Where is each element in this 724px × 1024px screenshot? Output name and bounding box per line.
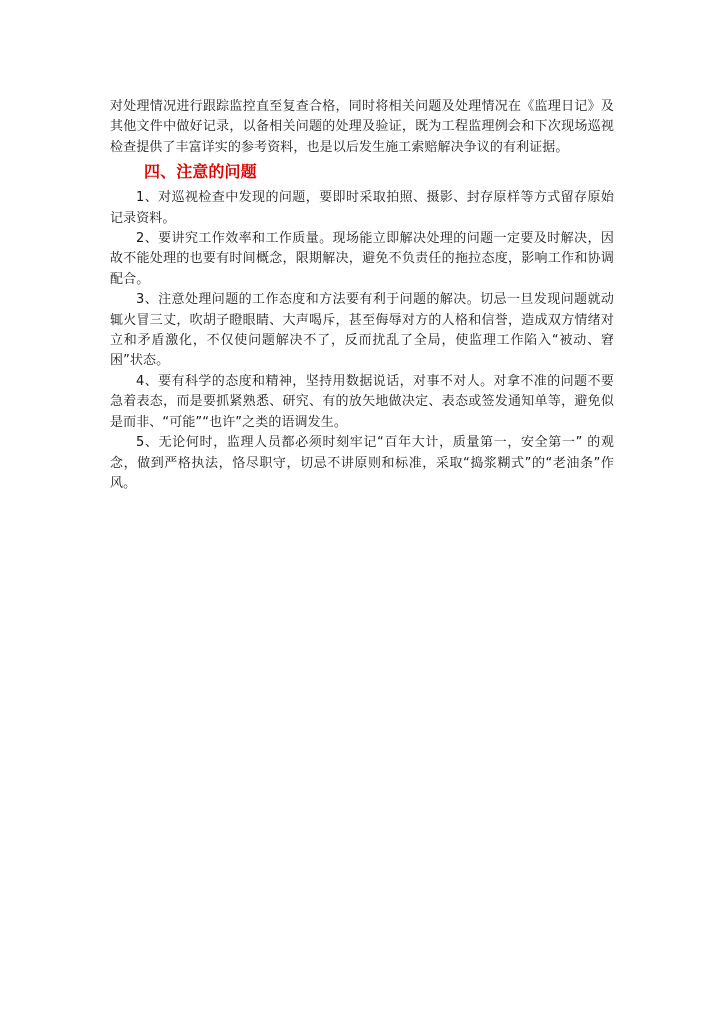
list-item-5: 5、无论何时，监理人员都必须时刻牢记“百年大计，质量第一，安全第一” 的观念，做到严格执法，恪尽职守，切忌不讲原则和标准，采取“捣浆糊式”的“老油条”作风。 [110, 435, 614, 491]
section-heading: 四、注意的问题 [144, 162, 257, 182]
document-body [110, 97, 614, 494]
list-item-1: 1、对巡视检查中发现的问题，要即时采取拍照、摄影、封存原样等方式留存原始记录资料。 [110, 190, 614, 226]
list-item-2: 2、要讲究工作效率和工作质量。现场能立即解决处理的问题一定要及时解决，因故不能处理的也要有时间概念，限期解决，避免不负责任的拖拉态度，影响工作和协调配合。 [110, 231, 614, 287]
list-item-3: 3、注意处理问题的工作态度和方法要有利于问题的解决。切忌一旦发现问题就动辄火冒三丈，吹胡子瞪眼睛、大声喝斥，甚至侮辱对方的人格和信誉，造成双方情绪对立和矛盾激化，不仅使问题解决不了，反而扰乱了全局，使监理工作陷入“被动、窘困”状态。 [110, 292, 614, 369]
continuation-paragraph: 对处理情况进行跟踪监控直至复查合格，同时将相关问题及处理情况在《监理日记》及其他文件中做好记录，以备相关问题的处理及验证，既为工程监理例会和下次现场巡视检查提供了丰富详实的参考资料，也是以后发生施工索赔解决争议的有利证据。 [110, 99, 614, 155]
list-item-4: 4、要有科学的态度和精神，坚持用数据说话，对事不对人。对拿不准的问题不要急着表态，而是要抓紧熟悉、研究、有的放矢地做决定、表态或签发通知单等，避免似是而非、“可能”“也许”之类的语调发生。 [110, 373, 614, 430]
